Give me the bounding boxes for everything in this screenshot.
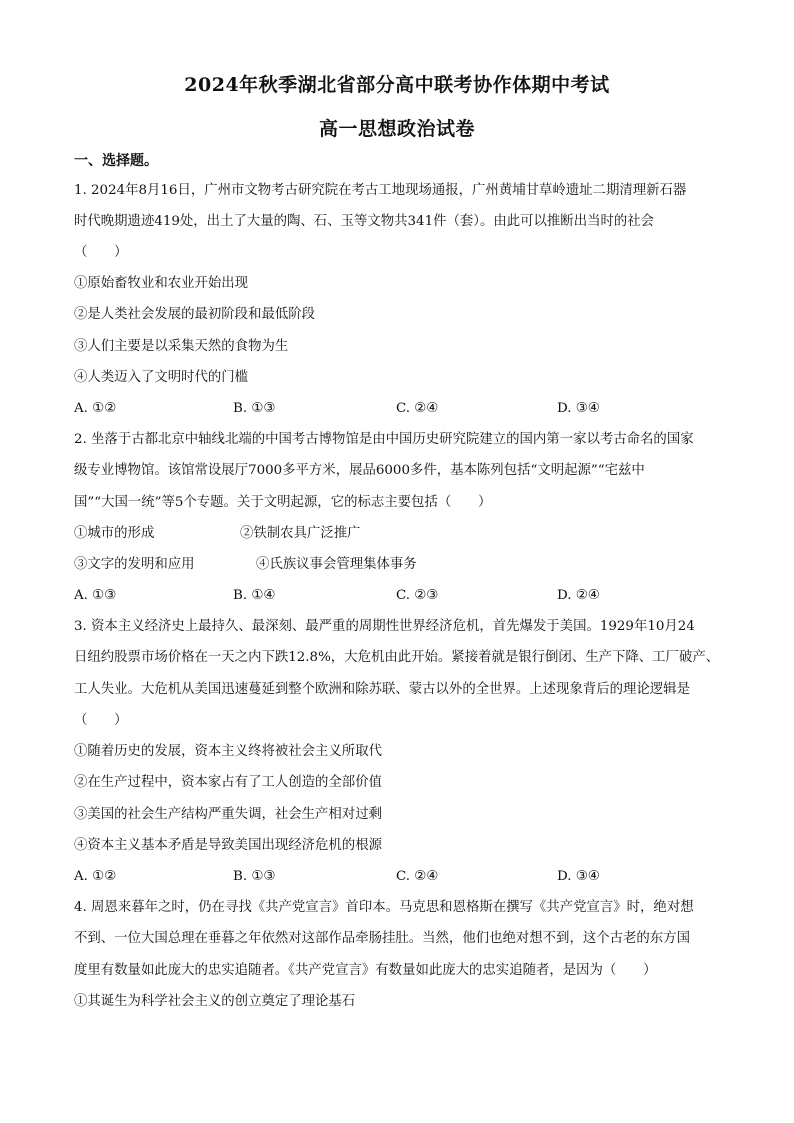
q4-line-1: 4. 周恩来暮年之时，仍在寻找《共产党宣言》首印本。马克思和恩格斯在撰写《共产党宣言》时，绝对想	[74, 900, 694, 915]
q2-line-2: 级专业博物馆。该馆常设展厅7000多平方米，展品6000多件，基本陈列包括“文明起源”“宅兹中	[74, 463, 645, 478]
q4-line-3: 度里有数量如此庞大的忠实追随者。《共产党宣言》有数量如此庞大的忠实追随者，是因为（ ）	[74, 963, 657, 978]
q1-line-1: 1. 2024年8月16日，广州市文物考古研究院在考古工地现场通报，广州黄埔甘草岭遗址二期清理新石器	[74, 183, 687, 198]
q2-item-2: ②铁制农具广泛推广	[240, 526, 361, 541]
q3-line-4: （ ）	[74, 713, 128, 728]
q3-choice-b: B. ①③	[233, 869, 276, 884]
q1-item-1: ①原始畜牧业和农业开始出现	[74, 276, 249, 291]
exam-subtitle: 高一思想政治试卷	[318, 118, 475, 140]
q3-choice-a: A. ①②	[74, 869, 117, 884]
q2-item-4: ④氏族议事会管理集体事务	[256, 557, 417, 572]
q3-choice-c: C. ②④	[396, 869, 439, 884]
q3-line-1: 3. 资本主义经济史上最持久、最深刻、最严重的周期性世界经济危机，首先爆发于美国。1929年10月24	[74, 619, 695, 634]
q2-choice-c: C. ②③	[396, 588, 439, 603]
q3-choice-d: D. ③④	[557, 869, 600, 884]
q2-item-1: ①城市的形成	[74, 526, 155, 541]
q4-line-2: 不到、一位大国总理在垂暮之年依然对这部作品牵肠挂肚。当然，他们也绝对想不到，这个古老的东方国	[74, 931, 690, 946]
q3-item-1: ①随着历史的发展，资本主义终将被社会主义所取代	[74, 744, 382, 759]
q2-choice-d: D. ②④	[557, 588, 600, 603]
section-heading: 一、选择题。	[74, 153, 158, 169]
q1-choice-d: D. ③④	[557, 401, 600, 416]
q1-choice-b: B. ①③	[233, 401, 276, 416]
q3-item-2: ②在生产过程中，资本家占有了工人创造的全部价值	[74, 775, 382, 790]
q3-item-3: ③美国的社会生产结构严重失调，社会生产相对过剩	[74, 807, 382, 822]
q1-choice-c: C. ②④	[396, 401, 439, 416]
q2-line-1: 2. 坐落于古都北京中轴线北端的中国考古博物馆是由中国历史研究院建立的国内第一家以考古命名的国家	[74, 432, 694, 447]
q1-line-3: （ ）	[74, 245, 128, 260]
q2-line-3: 国”“大国一统”等5个专题。关于文明起源，它的标志主要包括（ ）	[74, 495, 492, 510]
q2-choice-a: A. ①③	[74, 588, 117, 603]
q1-line-2: 时代晚期遗迹419处，出土了大量的陶、石、玉等文物共341件（套）。由此可以推断出当时的社会	[74, 214, 655, 229]
exam-title: 2024年秋季湖北省部分高中联考协作体期中考试	[184, 74, 610, 96]
q3-line-2: 日纽约股票市场价格在一天之内下跌12.8%，大危机由此开始。紧接着就是银行倒闭、生产下降、工厂破产、	[74, 650, 720, 665]
q4-item-1: ①其诞生为科学社会主义的创立奠定了理论基石	[74, 994, 356, 1009]
q3-item-4: ④资本主义基本矛盾是导致美国出现经济危机的根源	[74, 838, 382, 853]
q2-choice-b: B. ①④	[233, 588, 276, 603]
q1-item-3: ③人们主要是以采集天然的食物为生	[74, 339, 289, 354]
q1-choice-a: A. ①②	[74, 401, 117, 416]
q1-item-2: ②是人类社会发展的最初阶段和最低阶段	[74, 307, 316, 322]
q3-line-3: 工人失业。大危机从美国迅速蔓延到整个欧洲和除苏联、蒙古以外的全世界。上述现象背后的理论逻辑是	[74, 682, 690, 697]
q1-item-4: ④人类迈入了文明时代的门槛	[74, 370, 249, 385]
q2-item-3: ③文字的发明和应用	[74, 557, 195, 572]
